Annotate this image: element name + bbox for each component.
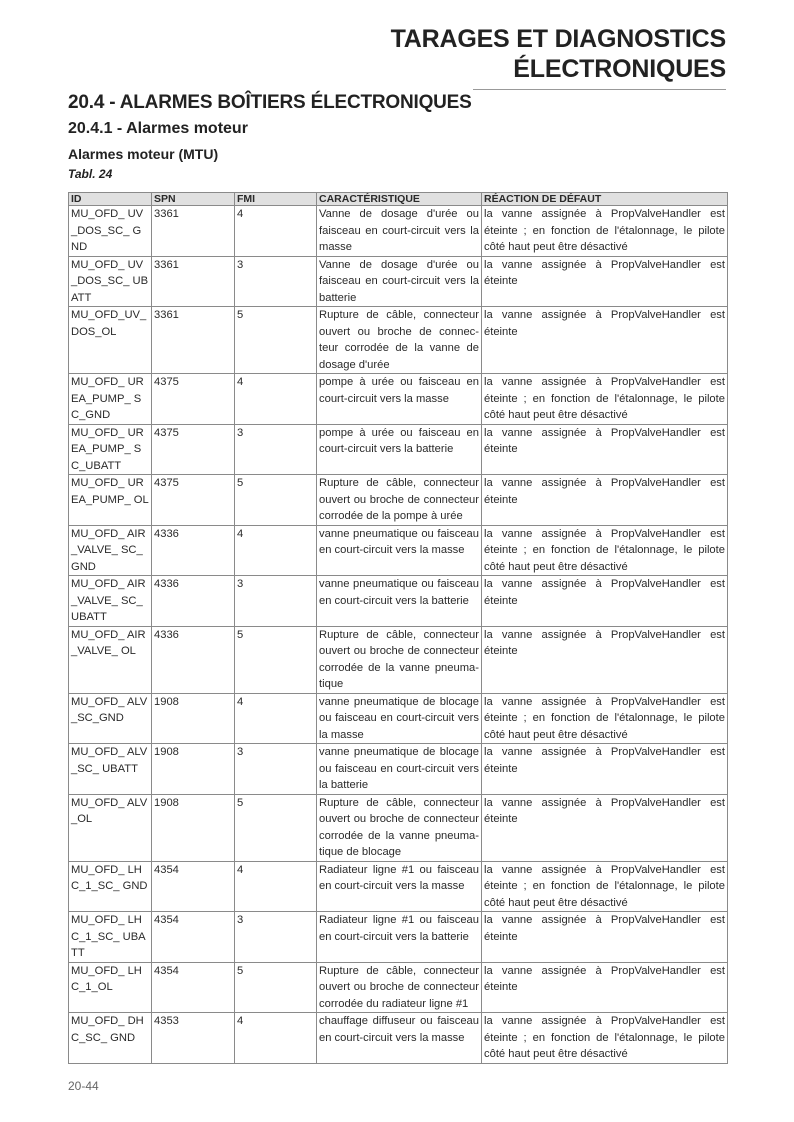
spn-cell: 3361 — [152, 307, 235, 374]
fault-reaction-cell: la vanne assignée à PropValveHandler est éteinte — [482, 912, 728, 963]
characteristic-cell: pompe à urée ou faisceau en court-circuit vers la batterie — [317, 424, 482, 475]
table-row — [69, 206, 728, 257]
table-row — [69, 374, 728, 425]
characteristic-cell: Vanne de dosage d'urée ou faisceau en court-circuit vers la batterie — [317, 256, 482, 307]
fmi-cell: 5 — [235, 626, 317, 693]
spn-cell: 1908 — [152, 794, 235, 861]
spn-cell: 3361 — [152, 206, 235, 257]
spn-cell: 4354 — [152, 861, 235, 912]
alarm-id-cell: MU_OFD_ ALV_OL — [69, 794, 152, 861]
table-row — [69, 693, 728, 744]
table-row — [69, 256, 728, 307]
fmi-cell: 3 — [235, 576, 317, 627]
fault-reaction-cell: la vanne assignée à PropValveHandler est éteinte — [482, 626, 728, 693]
fmi-cell: 4 — [235, 861, 317, 912]
characteristic-cell: vanne pneumatique ou faisceau en court-circuit vers la batterie — [317, 576, 482, 627]
characteristic-cell: Rupture de câble, connecteur ouvert ou broche de connecteur corrodée de la pompe à urée — [317, 475, 482, 526]
characteristic-cell: Radiateur ligne #1 ou faisceau en court-circuit vers la masse — [317, 861, 482, 912]
header-divider — [473, 89, 726, 90]
fmi-cell: 3 — [235, 744, 317, 795]
fmi-cell: 3 — [235, 912, 317, 963]
column-header-id: ID — [69, 193, 152, 206]
alarm-id-cell: MU_OFD_ ALV_SC_GND — [69, 693, 152, 744]
characteristic-cell: Rupture de câble, connecteur ouvert ou broche de connecteur corrodée du radiateur ligne #1 — [317, 962, 482, 1013]
spn-cell: 4336 — [152, 576, 235, 627]
chapter-title-line-1: TARAGES ET DIAGNOSTICS — [390, 25, 726, 53]
spn-cell: 4354 — [152, 962, 235, 1013]
group-title: Alarmes moteur (MTU) — [68, 146, 219, 162]
fault-reaction-cell: la vanne assignée à PropValveHandler est éteinte — [482, 307, 728, 374]
chapter-title-line-2: ÉLECTRONIQUES — [513, 55, 726, 83]
fault-reaction-cell: la vanne assignée à PropValveHandler est éteinte ; en fonction de l'étalonnage, le pilote côté haut peut être désactivé — [482, 374, 728, 425]
table-row — [69, 424, 728, 475]
characteristic-cell: Radiateur ligne #1 ou faisceau en court-circuit vers la batterie — [317, 912, 482, 963]
fault-reaction-cell: la vanne assignée à PropValveHandler est éteinte — [482, 794, 728, 861]
table-row — [69, 1013, 728, 1064]
table-row — [69, 744, 728, 795]
fault-reaction-cell: la vanne assignée à PropValveHandler est éteinte — [482, 576, 728, 627]
fault-reaction-cell: la vanne assignée à PropValveHandler est éteinte — [482, 256, 728, 307]
characteristic-cell: Vanne de dosage d'urée ou faisceau en court-circuit vers la masse — [317, 206, 482, 257]
fmi-cell: 5 — [235, 794, 317, 861]
fault-reaction-cell: la vanne assignée à PropValveHandler est éteinte ; en fonction de l'étalonnage, le pilote côté haut peut être désactivé — [482, 1013, 728, 1064]
table-row — [69, 525, 728, 576]
table-row — [69, 861, 728, 912]
alarm-id-cell: MU_OFD_ UV_DOS_SC_ UBATT — [69, 256, 152, 307]
characteristic-cell: Rupture de câble, connecteur ouvert ou broche de connec- teur corrodée de la vanne de dosage d'urée — [317, 307, 482, 374]
spn-cell: 1908 — [152, 744, 235, 795]
fmi-cell: 4 — [235, 374, 317, 425]
table-caption: Tabl. 24 — [68, 167, 113, 181]
alarm-id-cell: MU_OFD_ LHC_1_OL — [69, 962, 152, 1013]
characteristic-cell: Rupture de câble, connecteur ouvert ou broche de connecteur corrodée de la vanne pneuma- tique — [317, 626, 482, 693]
table-row — [69, 475, 728, 526]
fault-reaction-cell: la vanne assignée à PropValveHandler est éteinte — [482, 424, 728, 475]
fault-reaction-cell: la vanne assignée à PropValveHandler est éteinte — [482, 962, 728, 1013]
fmi-cell: 4 — [235, 525, 317, 576]
table-header-row — [69, 193, 728, 206]
spn-cell: 4375 — [152, 424, 235, 475]
fmi-cell: 3 — [235, 256, 317, 307]
alarm-id-cell: MU_OFD_UV_ DOS_OL — [69, 307, 152, 374]
page-number: 20-44 — [68, 1079, 99, 1093]
fmi-cell: 4 — [235, 693, 317, 744]
fault-reaction-cell: la vanne assignée à PropValveHandler est éteinte ; en fonction de l'étalonnage, le pilote côté haut peut être désactivé — [482, 525, 728, 576]
characteristic-cell: chauffage diffuseur ou faisceau en court-circuit vers la masse — [317, 1013, 482, 1064]
spn-cell: 4336 — [152, 626, 235, 693]
subsection-title: 20.4.1 - Alarmes moteur — [68, 120, 248, 137]
characteristic-cell: vanne pneumatique de blocage ou faisceau en court-circuit vers la masse — [317, 693, 482, 744]
fault-reaction-cell: la vanne assignée à PropValveHandler est éteinte ; en fonction de l'étalonnage, le pilote côté haut peut être désactivé — [482, 206, 728, 257]
alarm-id-cell: MU_OFD_ AIR_VALVE_ SC_GND — [69, 525, 152, 576]
fault-reaction-cell: la vanne assignée à PropValveHandler est éteinte ; en fonction de l'étalonnage, le pilote côté haut peut être désactivé — [482, 861, 728, 912]
characteristic-cell: pompe à urée ou faisceau en court-circuit vers la masse — [317, 374, 482, 425]
column-header-characteristic: CARACTÉRISTIQUE — [317, 193, 482, 206]
alarm-id-cell: MU_OFD_ UREA_PUMP_ SC_UBATT — [69, 424, 152, 475]
characteristic-cell: Rupture de câble, connecteur ouvert ou broche de connecteur corrodée de la vanne pneuma- tique de blocage — [317, 794, 482, 861]
alarm-id-cell: MU_OFD_ UREA_PUMP_ OL — [69, 475, 152, 526]
alarm-id-cell: MU_OFD_ AIR_VALVE_ SC_UBATT — [69, 576, 152, 627]
characteristic-cell: vanne pneumatique de blocage ou faisceau en court-circuit vers la batterie — [317, 744, 482, 795]
spn-cell: 4375 — [152, 475, 235, 526]
alarm-id-cell: MU_OFD_ UV_DOS_SC_ GND — [69, 206, 152, 257]
fmi-cell: 5 — [235, 307, 317, 374]
alarms-table — [68, 192, 728, 1064]
section-title: 20.4 - ALARMES BOÎTIERS ÉLECTRONIQUES — [68, 92, 472, 113]
table-row — [69, 626, 728, 693]
fault-reaction-cell: la vanne assignée à PropValveHandler est éteinte — [482, 744, 728, 795]
fmi-cell: 5 — [235, 962, 317, 1013]
alarm-id-cell: MU_OFD_ DHC_SC_ GND — [69, 1013, 152, 1064]
column-header-fault-reaction: RÉACTION DE DÉFAUT — [482, 193, 728, 206]
fmi-cell: 4 — [235, 206, 317, 257]
column-header-fmi: FMI — [235, 193, 317, 206]
spn-cell: 1908 — [152, 693, 235, 744]
characteristic-cell: vanne pneumatique ou faisceau en court-circuit vers la masse — [317, 525, 482, 576]
alarm-id-cell: MU_OFD_ AIR_VALVE_ OL — [69, 626, 152, 693]
table-row — [69, 912, 728, 963]
table-row — [69, 307, 728, 374]
fmi-cell: 4 — [235, 1013, 317, 1064]
fault-reaction-cell: la vanne assignée à PropValveHandler est éteinte — [482, 475, 728, 526]
spn-cell: 4336 — [152, 525, 235, 576]
spn-cell: 3361 — [152, 256, 235, 307]
table-row — [69, 962, 728, 1013]
fault-reaction-cell: la vanne assignée à PropValveHandler est éteinte ; en fonction de l'étalonnage, le pilote côté haut peut être désactivé — [482, 693, 728, 744]
column-header-spn: SPN — [152, 193, 235, 206]
table-row — [69, 576, 728, 627]
alarm-id-cell: MU_OFD_ LHC_1_SC_ UBATT — [69, 912, 152, 963]
chapter-header — [391, 24, 726, 84]
spn-cell: 4375 — [152, 374, 235, 425]
alarm-id-cell: MU_OFD_ LHC_1_SC_ GND — [69, 861, 152, 912]
alarm-id-cell: MU_OFD_ UREA_PUMP_ SC_GND — [69, 374, 152, 425]
fmi-cell: 5 — [235, 475, 317, 526]
fmi-cell: 3 — [235, 424, 317, 475]
table-row — [69, 794, 728, 861]
spn-cell: 4354 — [152, 912, 235, 963]
spn-cell: 4353 — [152, 1013, 235, 1064]
alarm-id-cell: MU_OFD_ ALV_SC_ UBATT — [69, 744, 152, 795]
